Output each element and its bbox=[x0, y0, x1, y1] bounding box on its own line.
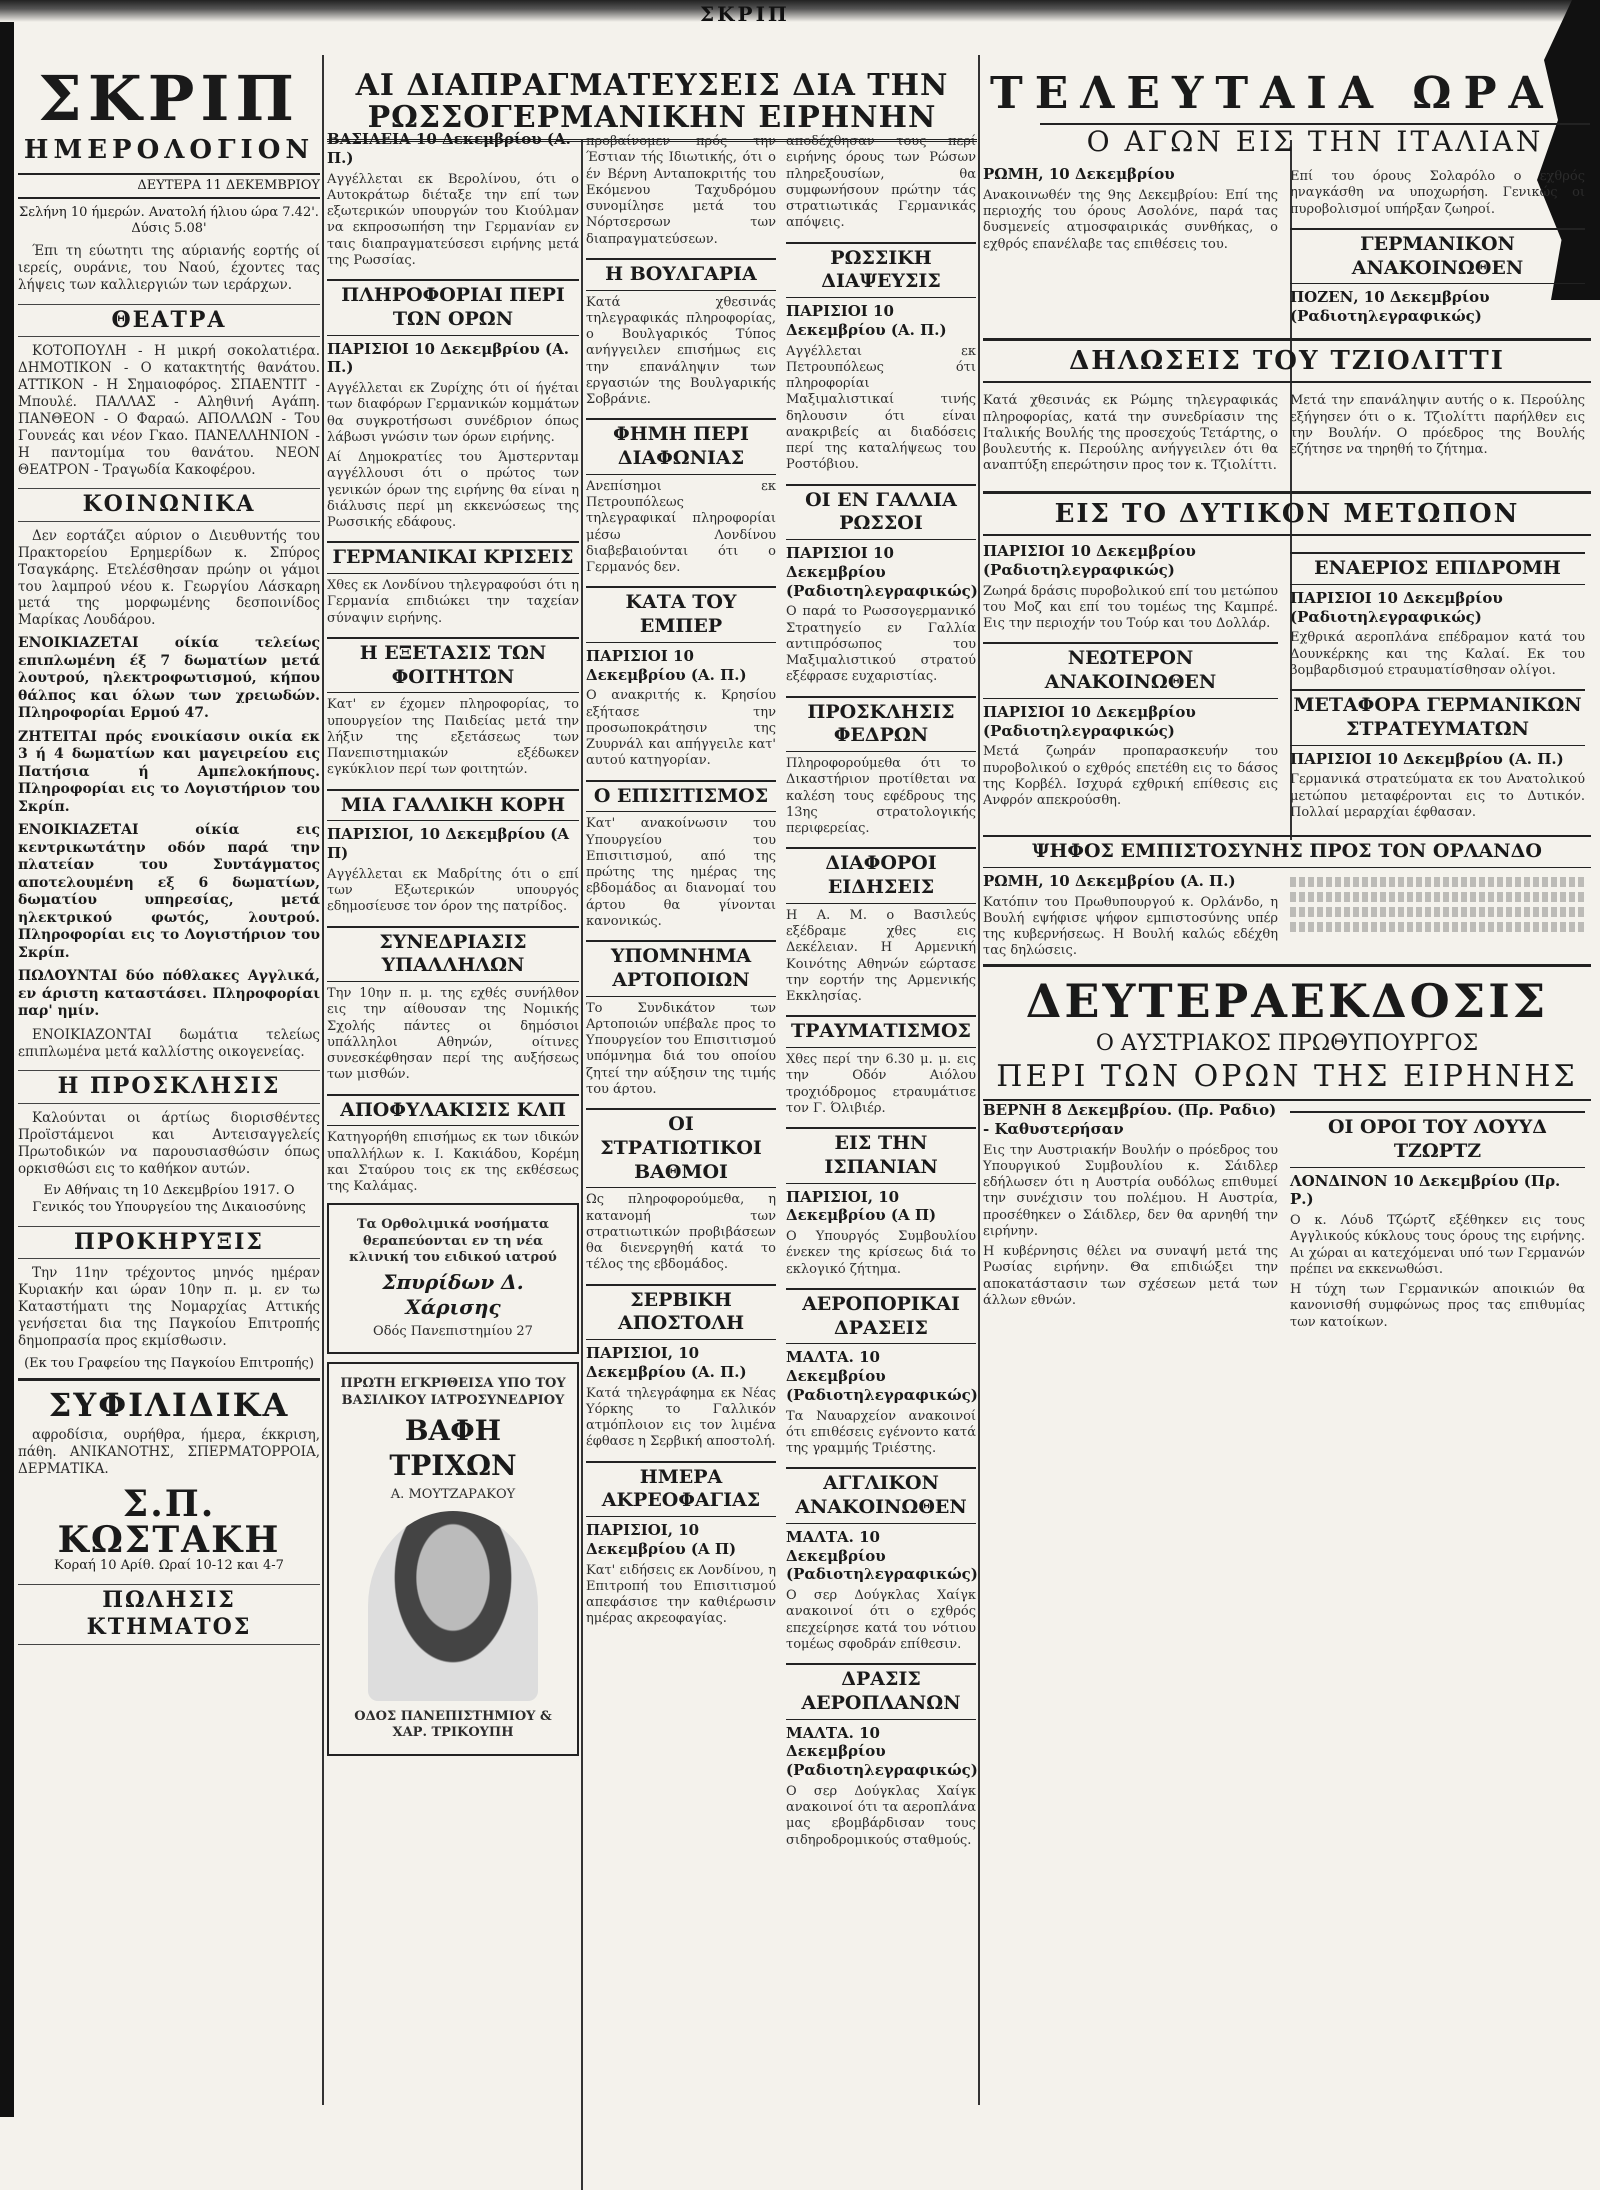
proclamation-signature: (Εκ του Γραφείου της Παγκοίου Επιτροπής) bbox=[24, 1355, 314, 1371]
article-text: Ο κ. Λόυδ Τζώρτζ εξέθηκεν εις τους Αγγλικούς κύκλους τους όρους της ειρήνης. Αι χώραι αι κατεχόμεναι υπό των Γερμανών πρέπει να εκκενωθώσι. bbox=[1290, 1213, 1585, 1277]
article-text: Αί Δημοκρατίες του Άμστερνταμ αγγέλλουσι ότι ο πρώτος των γενικών όρων της ειρήνης θα είναι η διάλυσις περί μη εκκενώσεως της Ρωσσικής εδάφους. bbox=[327, 450, 579, 530]
social-text: Δεν εορτάζει αύριον ο Διευθυντής του Πρακτορείου Ερημερίδων κ. Σπύρος Τσαγκάρης. Ετελέσθησαν πρώην οι γάμοι του λαμπρού νέου κ. Γεωργίου Λάσκαρη μετά της μορφωμένης δεσποινίδος Μαρίκας Λουδάρου. bbox=[18, 527, 320, 629]
invitation-heading: Η ΠΡΟΣΚΛΗΣΙΣ bbox=[18, 1070, 320, 1104]
subheading: ΕΝΑΕΡΙΟΣ ΕΠΙΔΡΟΜΗ bbox=[1290, 552, 1585, 585]
clinic-ad-title: Τα Ορθολιμικά νοσήματα θεραπεύονται εν τη νέα κλινική του ειδικού ιατρού bbox=[349, 1217, 557, 1265]
dateline: ΡΩΜΗ, 10 Δεκεμβρίου bbox=[983, 165, 1175, 183]
subheading: ΟΙ ΟΡΟΙ ΤΟΥ ΛΟΥΥΔ ΤΖΩΡΤΖ bbox=[1290, 1111, 1585, 1168]
dateline: ΠΑΡΙΣΙΟΙ 10 Δεκεμβρίου (Ραδιοτηλεγραφικώς) bbox=[983, 702, 1196, 740]
subcolumn-right bbox=[1290, 1101, 1585, 1335]
subheading: ΣΥΝΕΔΡΙΑΣΙΣ ΥΠΑΛΛΗΛΩΝ bbox=[327, 926, 579, 983]
subcolumn-right bbox=[1290, 165, 1585, 326]
article-text: Ο Υπουργός Συμβουλίου ένεκεν της κρίσεως διά το εκλογικό ζήτημα. bbox=[786, 1229, 976, 1277]
dateline: ΠΑΡΙΣΙΟΙ, 10 Δεκεμβρίου (Α Π) bbox=[586, 1521, 737, 1558]
social-heading: ΚΟΙΝΩΝΙΚΑ bbox=[18, 488, 320, 522]
dateline: ΒΑΣΙΛΕΙΑ 10 Δεκεμβρίου (Α. Π.) bbox=[327, 130, 571, 167]
two-subcolumns bbox=[983, 1101, 1591, 1335]
dateline: ΜΑΛΤΑ. 10 Δεκεμβρίου (Ραδιοτηλεγραφικώς) bbox=[786, 1348, 978, 1404]
woman-portrait-illustration bbox=[368, 1511, 538, 1701]
dateline: ΠΑΡΙΣΙΟΙ 10 Δεκεμβρίου (Ραδιοτηλεγραφικώς) bbox=[983, 542, 1196, 579]
subheading: ΤΡΑΥΜΑΤΙΣΜΟΣ bbox=[786, 1015, 976, 1048]
article-text: Ο παρά το Ρωσσογερμανικό Στρατηγείο εν Γαλλία αντιπρόσωπος του Μαξιμαλιστικού στρατού εξέφρασε ευχαριστίας. bbox=[786, 604, 976, 685]
article-text: Το Συνδικάτον των Αρτοποιών υπέβαλε προς το Υπουργείον του Επισιτισμού υπόμνημα διά του οποίου ζητεί την αύξησιν της τιμής του άρτου. bbox=[586, 1000, 776, 1097]
second-edition-subheading: Ο ΑΥΣΤΡΙΑΚΟΣ ΠΡΩΘΥΠΟΥΡΓΟΣ bbox=[1095, 1031, 1479, 1056]
illegible-text bbox=[1290, 892, 1585, 902]
hair-dye-approval: ΠΡΩΤΗ ΕΓΚΡΙΘΕΙΣΑ ΥΠΟ ΤΟΥ ΒΑΣΙΛΙΚΟΥ ΙΑΤΡΟΣΥΝΕΔΡΙΟΥ bbox=[340, 1376, 566, 1408]
subcolumn-right bbox=[786, 130, 976, 1853]
subheading: Η ΕΞΕΤΑΣΙΣ ΤΩΝ ΦΟΙΤΗΤΩΝ bbox=[327, 637, 579, 694]
column-rule bbox=[581, 140, 583, 2190]
article-text: Αγγέλλεται εκ Βερολίνου, ότι ο Αυτοκράτωρ διέταξε την επί των εξωτερικών υπουργών του Κιούλμαν να εκπροσωπήση την Γερμανίαν εν ταις διαπραγματεύσεσι ειρήνης μετά της Ρωσσίας. bbox=[327, 171, 579, 268]
classified-ad: ΕΝΟΙΚΙΑΖΕΤΑΙ οίκία εις κεντρικωτάτην οδόν παρά την πλατείαν του Συντάγματος αποτελουμένη εξ 6 δωματίων, δωματίου υπηρεσίας, μετά ηλεκτρικού φωτός, λουτρού. Πληροφορίαι εις το Λογιστήριον του Σκρίπ. bbox=[18, 822, 320, 961]
subheading-large: ΔΗΛΩΣΕΙΣ ΤΟΥ ΤΖΙΟΛΙΤΤΙ bbox=[983, 338, 1591, 384]
article-text: Κατά χθεσινάς εκ Ρώμης τηλεγραφικάς πληροφορίας, κατά την συνεδρίασιν της Ιταλικής Βουλής της προσεχούς Τετάρτης, ο βουλευτής κ. Περούλης ανήγγειλεν ότι θα αναπτύξη επερώτησιν προς τον κ. Τζιολίττι. bbox=[983, 393, 1278, 474]
article-text: Ο σερ Δούγκλας Χαίγκ ανακοινοί ότι τα αεροπλάνα μας εβομβάρδισαν τους σιδηροδρομικούς σταθμούς. bbox=[786, 1783, 976, 1848]
article-text: Κατ' ανακοίνωσιν του Υπουργείου του Επισιτισμού, από της πρώτης της ημέρας της εβδομάδος αι διανομαί του άρτου θα γίνονται κανονικώς. bbox=[586, 816, 776, 929]
illegible-text bbox=[1290, 907, 1585, 917]
subheading: Η ΒΟΥΛΓΑΡΙΑ bbox=[586, 258, 776, 291]
dateline: ΠΟΖΕΝ, 10 Δεκεμβρίου (Ραδιοτηλεγραφικώς) bbox=[1290, 288, 1490, 325]
article-text: Γερμανικά στρατεύματα εκ του Ανατολικού μετώπου μεταφέρονται εις το Δυτικόν. Πολλαί μεραρχίαι έφθασαν. bbox=[1290, 772, 1585, 820]
dateline: ΠΑΡΙΣΙΟΙ 10 Δεκεμβρίου (Ραδιοτηλεγραφικώς) bbox=[786, 544, 978, 600]
article-text: Ο ανακριτής κ. Κρησίου εξήτασε την προσωποκράτησιν της Ζυυρνάλ και απήγγειλε κατ' αυτού κατηγορίαν. bbox=[586, 688, 776, 769]
clinic-address: Οδός Πανεπιστημίου 27 bbox=[373, 1324, 533, 1339]
newspaper-logo: ΣΚΡΙΠ bbox=[38, 62, 300, 135]
dateline: ΠΑΡΙΣΙΟΙ, 10 Δεκεμβρίου (Α Π) bbox=[786, 1187, 937, 1225]
invitation-signature: Εν Αθήναις τη 10 Δεκεμβρίου 1917. Ο Γενικός του Υπουργείου της Δικαιοσύνης bbox=[32, 1183, 306, 1215]
article-text: Μετά την επανάληψιν αυτής ο κ. Περούλης εξήγησεν ότι ο κ. Τζιολίττι παρήλθεν εις την Βουλήν. Ο πρόεδρος της Βουλής εζήτησε να τηρηθή το ζήτημα. bbox=[1290, 393, 1585, 457]
two-subcolumns bbox=[983, 872, 1591, 964]
subheading: ΔΙΑΦΟΡΟΙ ΕΙΔΗΣΕΙΣ bbox=[786, 847, 976, 904]
doctor-address: Κοραή 10 Αρίθ. Ωραί 10-12 και 4-7 bbox=[54, 1557, 284, 1573]
dateline: ΜΑΛΤΑ. 10 Δεκεμβρίου (Ραδιοτηλεγραφικώς) bbox=[786, 1527, 978, 1584]
issue-date: ΔΕΥΤΕΡΑ 11 ΔΕΚΕΜΒΡΙΟΥ bbox=[18, 173, 320, 199]
dateline: ΜΑΛΤΑ. 10 Δεκεμβρίου (Ραδιοτηλεγραφικώς) bbox=[786, 1723, 978, 1779]
ad-heading: ΣΥΦΙΛΙΔΙΚΑ bbox=[48, 1386, 290, 1424]
masthead-top: ΣΚΡΙΠ bbox=[700, 2, 790, 26]
theatres-text: ΚΟΤΟΠΟΥΛΗ - Η μικρή σοκολατιέρα. ΔΗΜΟΤΙΚΟΝ - Ο κατακτητής θανάτου. ΑΤΤΙΚΟΝ - Η Σημαιοφόρος. ΣΠΑΕΝΤΙΤ - Μπουλέ. ΠΑΛΛΑΣ - Αληθινή Αγάπη. ΠΑΝΘΕΟΝ - Ο Φαραώ. ΑΠΟΛΛΩΝ - Του Γουνεάς και νέον Γκαο. ΠΑΝΕΛΛΗΝΙΟΝ - Η παντομίμα του θανάτου. ΝΕΟΝ ΘΕΑΤΡΟΝ - Τραγωδία Κακοφέρου. bbox=[18, 343, 320, 478]
hair-dye-ad bbox=[327, 1362, 579, 1755]
article-text: Κατά τηλεγράφημα εκ Νέας Υόρκης το Γαλλικόν ατμόπλοιον εις τον λιμένα έφθασε η Σερβική αποστολή. bbox=[586, 1385, 776, 1450]
hair-dye-maker: Α. ΜΟΥΤΖΑΡΑΚΟΥ bbox=[390, 1486, 516, 1502]
two-subcolumns bbox=[983, 165, 1591, 326]
article-text: Ανεπίσημοι εκ Πετρουπόλεως τηλεγραφικαί πληροφορίαι μέσω Λονδίνου διαβεβαιούνται ότι ο Γερμανός δεν. bbox=[586, 478, 776, 575]
scan-edge-left bbox=[0, 0, 14, 2117]
article-text: αποδέχθησαν τους περί ειρήνης όρους των Ρώσων πληρεξουσίων, θα συμφωνήσουν πρώτην τάς στρατιωτικάς Γερμανικάς απόψεις. bbox=[786, 134, 976, 231]
article-text: Αγγέλλεται εκ Μαδρίτης ότι ο επί των Εξωτερικών υπουργός εδημοσίευσε τον όρον της πατρίδος. bbox=[327, 866, 579, 915]
column-1 bbox=[18, 60, 320, 1651]
subcolumn-left bbox=[983, 542, 1278, 825]
article-text: Τα Ναυαρχείον ανακοινοί ότι επιθέσεις εγένοντο κατά της γραμμής Τριέστης. bbox=[786, 1408, 976, 1456]
second-edition-banner: ΔΕΥΤΕΡΑΕΚΔΟΣΙΣ bbox=[983, 964, 1591, 1031]
article-text: Κατ' ειδήσεις εκ Λονδίνου, η Επιτροπή του Επισιτισμού απεφάσισε την καθιέρωσιν ημέρας ακρεοφαγίας. bbox=[586, 1562, 776, 1627]
article-text: Ο σερ Δούγκλας Χαίγκ ανακοινοί ότι ο εχθρός επεχείρησε κατά του νότιου τομέως σφοδράν επίθεσιν. bbox=[786, 1588, 976, 1652]
property-sale-heading: ΠΩΛΗΣΙΣ ΚΤΗΜΑΤΟΣ bbox=[18, 1584, 320, 1645]
subheading: ΑΕΡΟΠΟΡΙΚΑΙ ΔΡΑΣΕΙΣ bbox=[786, 1288, 976, 1345]
column-3 bbox=[586, 130, 976, 1853]
subcolumn-left bbox=[586, 130, 776, 1853]
column-2 bbox=[327, 130, 579, 1756]
article-text: Μετά ζωηράν προπαρασκευήν του πυροβολικού ο εχθρός επετέθη εις το δάσος της Κορβέλ. Ισχυρά εχθρική επίθεσις εις Ανφρόν απεκρούσθη. bbox=[983, 744, 1278, 808]
subheading: ΜΕΤΑΦΟΡΑ ΓΕΡΜΑΝΙΚΩΝ ΣΤΡΑΤΕΥΜΑΤΩΝ bbox=[1290, 689, 1585, 746]
article-text: Χθες περί την 6.30 μ. μ. εις την Οδόν Αιόλου τροχιόδρομος ετραυμάτισε τον Γ. Όλιβιέρ. bbox=[786, 1052, 976, 1116]
scan-edge-top bbox=[0, 0, 1600, 22]
illegible-text bbox=[1290, 922, 1585, 932]
hair-dye-address: ΟΔΟΣ ΠΑΝΕΠΙΣΤΗΜΙΟΥ & ΧΑΡ. ΤΡΙΚΟΥΠΗ bbox=[354, 1709, 552, 1741]
article-text: Αγγέλλεται εκ Ζυρίχης ότι οί ήγέται των διαφόρων Γερμανικών κομμάτων θα συγκροτήσωσι συνέδριον όπως λάβωσι γνώσιν των όρων ειρήνης. bbox=[327, 381, 579, 445]
late-news-subheading: Ο ΑΓΩΝ ΕΙΣ ΤΗΝ ΙΤΑΛΙΑΝ bbox=[1040, 123, 1590, 158]
clinic-doctor-name: Σπυρίδων Δ. Χάρισης bbox=[382, 1270, 524, 1319]
doctor-name: Σ.Π. ΚΩΣΤΑΚΗ bbox=[57, 1482, 281, 1561]
subheading: ΑΠΟΦΥΛΑΚΙΣΙΣ ΚΛΠ bbox=[327, 1094, 579, 1127]
article-text: Κατόπιν του Πρωθυπουργού κ. Ορλάνδο, η Βουλή εψήφισε ψήφον εμπιστοσύνης υπέρ της κυβερνήσεως. Η Βουλή καλώς εδέχθη τας δηλώσεις. bbox=[983, 894, 1278, 959]
dateline: ΠΑΡΙΣΙΟΙ 10 Δεκεμβρίου (Α. Π.) bbox=[1290, 749, 1564, 768]
section-title: ΗΜΕΡΟΛΟΓΙΟΝ bbox=[23, 135, 315, 165]
classified-ad: ΠΩΛΟΥΝΤΑΙ δύο πόθλακες Αγγλικά, εν άριστη καταστάσει. Πληροφορίαι παρ' ημίν. bbox=[18, 968, 320, 1020]
subheading: ΠΛΗΡΟΦΟΡΙΑΙ ΠΕΡΙ ΤΩΝ ΟΡΩΝ bbox=[327, 279, 579, 336]
dateline: ΠΑΡΙΣΙΟΙ, 10 Δεκεμβρίου (Α Π) bbox=[327, 825, 570, 862]
dateline: ΠΑΡΙΣΙΟΙ, 10 Δεκεμβρίου (Α. Π.) bbox=[586, 1344, 747, 1381]
proclamation-heading: ΠΡΟΚΗΡΥΞΙΣ bbox=[18, 1226, 320, 1260]
article-text: Ανακοινωθέν της 9ης Δεκεμβρίου: Επί της περιοχής του όρους Ασολόνε, παρά τας δυσμενείς ατμοσφαιρικάς συνθήκας, ο εχθρός επανέλαβε τας επιθέσεις του. bbox=[983, 187, 1278, 252]
subheading-large: ΕΙΣ ΤΟ ΔΥΤΙΚΟΝ ΜΕΤΩΠΟΝ bbox=[983, 491, 1591, 537]
subcolumn-left bbox=[983, 1101, 1278, 1335]
subcolumn-left bbox=[983, 389, 1278, 478]
subheading: ΟΙ ΕΝ ΓΑΛΛΙΑ ΡΩΣΣΟΙ bbox=[786, 484, 976, 541]
late-news-banner: ΤΕΛΕΥΤΑΙΑ ΩΡΑ bbox=[990, 68, 1555, 119]
subheading: ΑΓΓΛΙΚΟΝ ΑΝΑΚΟΙΝΩΘΕΝ bbox=[786, 1467, 976, 1524]
subheading: ΜΙΑ ΓΑΛΛΙΚΗ ΚΟΡΗ bbox=[327, 789, 579, 822]
subheading: ΥΠΟΜΝΗΜΑ ΑΡΤΟΠΟΙΩΝ bbox=[586, 940, 776, 997]
subheading: ΕΙΣ ΤΗΝ ΙΣΠΑΝΙΑΝ bbox=[786, 1127, 976, 1184]
article-text: Η τύχη των Γερμανικών αποικιών θα κανονισθή συμφώνως προς τας επιθυμίας των κατοίκων. bbox=[1290, 1282, 1585, 1330]
subheading: ΦΗΜΗ ΠΕΡΙ ΔΙΑΦΩΝΙΑΣ bbox=[586, 418, 776, 475]
subheading: ΔΡΑΣΙΣ ΑΕΡΟΠΛΑΝΩΝ bbox=[786, 1663, 976, 1720]
intro-text: Έπι τη εύωτητι της αύριανής εορτής οί ιερείς, ουράνιε, του Ναού, έχοντες τας λήψεις των καλλιεργιών των ιεράρχων. bbox=[18, 243, 320, 293]
article-text: Κατά χθεσινάς τηλεγραφικάς πληροφορίας, ο Βουλγαρικός Τύπος ανήγγειλεν επισήμως εις την επανάληψιν των εργασιών της Βουλγαρικής Σοβράνιε. bbox=[586, 294, 776, 407]
subheading: ΠΡΟΣΚΛΗΣΙΣ ΦΕΔΡΩΝ bbox=[786, 696, 976, 753]
article-text: Η κυβέρνησις θέλει να συναψή μετά της Ρωσίας ειρήνην. Θα επιδιώξει την αποκατάστασιν των σχέσεων μετά των άλλων εθνών. bbox=[983, 1244, 1278, 1308]
dateline: ΠΑΡΙΣΙΟΙ 10 Δεκεμβρίου (Α. Π.) bbox=[327, 339, 570, 377]
article-text: Ζωηρά δράσις πυροβολικού επί του μετώπου του Μοζ και επί του τομέως της Καμπρέ. Εις την περιοχήν του Τούρ και του Δολλάρ. bbox=[983, 583, 1279, 631]
column-4 bbox=[983, 165, 1591, 1335]
article-text: Αγγέλλεται εκ Πετρουπόλεως ότι πληροφορίαι Μαξιμαλιστικαί τινής δηλουσιν ότι είναι ανακριβείς αι διαδόσεις περί της καταλήψεως του Ροστόβιου. bbox=[786, 343, 976, 473]
article-text: Κατηγορήθη επισήμως εκ των ιδικών υπαλλήλων κ. Ι. Κακιάδου, Κορέμη και Σταύρου τοις εκ της εκθέσεως της Καλάμας. bbox=[327, 1130, 579, 1194]
article-text: Κατ' εν έχομεν πληροφορίας, το υπουργείον της Παιδείας μετά την λήξιν της εξετάσεως των Πανεπιστημιακών εξέδωκεν εγκύκλιον περί των φοιτητών. bbox=[327, 697, 579, 778]
article-text: Εις την Αυστριακήν Βουλήν ο πρόεδρος του Υπουργικού Συμβουλίου κ. Σάιδλερ εδήλωσεν ότι η Αυστρία ουδόλως επιθυμεί την συνέχισιν του πολέμου. Η Αυστρία, προσέθηκεν ο Σάιδλερ, δεν θα αρνηθή την ειρήνην. bbox=[983, 1142, 1278, 1239]
article-text: Την 10ην π. μ. της εχθές συνήλθον εις την αίθουσαν της Νομικής Σχολής πάντες οι δημόσιοι υπάλληλοι Αθηνών, οίτινες συνεσκέφθησαν περί της αυξήσεως των μισθών. bbox=[327, 986, 579, 1083]
proclamation-text: Την 11ην τρέχοντος μηνός ημέραν Κυριακήν και ώραν 10ην π. μ. εν τω Καταστήματι της Νομαρχίας Αττικής γενήσεται δια της Παγκοίου Επιτροπής δημοπρασία προς εκμίσθωσιν. bbox=[18, 1265, 320, 1349]
subheading: ΝΕΩΤΕΡΟΝ ΑΝΑΚΟΙΝΩΘΕΝ bbox=[983, 642, 1278, 699]
article-text: Χθες εκ Λονδίνου τηλεγραφούσι ότι η Γερμανία επιδιώκει την ταχείαν σύναψιν ειρήνης. bbox=[327, 578, 579, 626]
article-text: Πληροφορούμεθα ότι το Δικαστήριον προτίθεται να καλέση τους εφέδρους της 13ης στρατολογικής περιφερείας. bbox=[786, 756, 976, 836]
subheading: ΨΗΦΟΣ ΕΜΠΙΣΤΟΣΥΝΗΣ ΠΡΟΣ ΤΟΝ ΟΡΛΑΝΔΟ bbox=[983, 835, 1591, 868]
subheading: Ο ΕΠΙΣΙΤΙΣΜΟΣ bbox=[586, 780, 776, 813]
article-text: Ως πληροφορούμεθα, η κατανομή των στρατιωτικών προβιβάσεων θα διενεργηθή κατά το τέλος της εβδομάδος. bbox=[586, 1192, 776, 1273]
second-edition-headline: ΠΕΡΙ ΤΩΝ ΟΡΩΝ ΤΗΣ ΕΙΡΗΝΗΣ bbox=[983, 1058, 1591, 1102]
ad-text: αφροδίσια, ουρήθρα, ήμερα, έκκριση, πάθη. ΑΝΙΚΑΝΟΤΗΣ, ΣΠΕΡΜΑΤΟΡΡΟΙΑ, ΔΕΡΜΑΤΙΚΑ. bbox=[18, 1427, 320, 1477]
article-text: προβαίνομεν πρός την Έστιαν τής Ιδιωτικής, ότι ο έν Βέρνη Ανταποκριτής του Εκόμενου Ταχυδρόμου συνομίλησε μετά του Νόρτσερσων των διαπραγματεύσεων. bbox=[586, 134, 776, 247]
article-text: Επί του όρους Σολαρόλο ο εχθρός ηναγκάσθη να υποχωρήση. Γενικώς οι πυροβολισμοί υπήρξαν ζωηροί. bbox=[1290, 169, 1585, 217]
subcolumn-right bbox=[1290, 872, 1585, 964]
illegible-text bbox=[1290, 877, 1585, 887]
clinic-ad bbox=[327, 1203, 579, 1354]
invitation-text: Καλούνται οι άρτίως διορισθέντες Προϊστάμενοι και Αντεισαγγελείς Πρωτοδικών να παρουσιασθώσιν όπως ορκισθώσι εις το καθήκον αυτών. bbox=[18, 1109, 320, 1177]
subheading: ΓΕΡΜΑΝΙΚΟΝ ΑΝΑΚΟΙΝΩΘΕΝ bbox=[1290, 228, 1585, 285]
two-subcolumns bbox=[983, 542, 1591, 825]
two-subcolumns bbox=[586, 130, 976, 1853]
dateline: ΒΕΡΝΗ 8 Δεκεμβρίου. (Πρ. Ραδιο) - Καθυστερήσαν bbox=[983, 1101, 1277, 1138]
classified-ad: ΕΝΟΙΚΙΑΖΕΤΑΙ οίκία τελείως επιπλωμένη έξ 7 δωματίων μετά λουτρού, ηλεκτροφωτισμού, κήπου θάλπος και όλων των χρειωδών. Πληροφορίαι Ερμού 47. bbox=[18, 635, 320, 722]
subheading: ΣΕΡΒΙΚΗ ΑΠΟΣΤΟΛΗ bbox=[586, 1284, 776, 1341]
dateline: ΛΟΝΔΙΝΟΝ 10 Δεκεμβρίου (Πρ. Ρ.) bbox=[1290, 1171, 1561, 1209]
almanac: Σελήνη 10 ήμερών. Ανατολή ήλιου ώρα 7.42'. Δύσις 5.08' bbox=[19, 204, 319, 236]
article-text: Εχθρικά αεροπλάνα επέδραμον κατά του Δουνκέρκης και της Καλαί. Εκ του βομβαρδισμού ετραυματίσθησαν ολίγοι. bbox=[1290, 630, 1585, 678]
dateline: ΠΑΡΙΣΙΟΙ 10 Δεκεμβρίου (Α. Π.) bbox=[786, 302, 947, 339]
subheading: ΗΜΕΡΑ ΑΚΡΕΟΦΑΓΙΑΣ bbox=[586, 1461, 776, 1518]
classified-ad: ΕΝΟΙΚΙΑΖΟΝΤΑΙ δωμάτια τελείως επιπλωμένα μετά καλλίστης οικογενείας. bbox=[18, 1026, 320, 1060]
subheading: ΡΩΣΣΙΚΗ ΔΙΑΨΕΥΣΙΣ bbox=[786, 242, 976, 299]
article-text: Η Α. Μ. ο Βασιλεύς εξέδραμε χθες εις Δεκέλειαν. Η Αρμενική Κοινότης Αθηνών εώρτασε την εορτήν της Αρμενικής Εκκλησίας. bbox=[786, 907, 976, 1004]
two-subcolumns bbox=[983, 389, 1591, 478]
column-rule bbox=[322, 55, 324, 2105]
subcolumn-right bbox=[1290, 389, 1585, 478]
dateline: ΠΑΡΙΣΙΟΙ 10 Δεκεμβρίου (Ραδιοτηλεγραφικώς) bbox=[1290, 588, 1503, 626]
subheading: ΚΑΤΑ ΤΟΥ ΕΜΠΕΡ bbox=[586, 586, 776, 643]
subheading: ΟΙ ΣΤΡΑΤΙΩΤΙΚΟΙ ΒΑΘΜΟΙ bbox=[586, 1108, 776, 1188]
hair-dye-title: ΒΑΦΗ ΤΡΙΧΩΝ bbox=[389, 1413, 517, 1482]
subheading: ΓΕΡΜΑΝΙΚΑΙ ΚΡΙΣΕΙΣ bbox=[327, 541, 579, 574]
column-rule bbox=[978, 55, 980, 2105]
subcolumn-right bbox=[1290, 542, 1585, 825]
classified-ad: ΖΗΤΕΙΤΑΙ πρός ενοικίασιν οικία εκ 3 ή 4 δωματίων και μαγειρείου εις Πατήσια ή Αμπελοκήπους. Πληροφορίαι εις το Λογιστήριον του Σκρίπ. bbox=[18, 728, 320, 815]
dateline: ΡΩΜΗ, 10 Δεκεμβρίου (Α. Π.) bbox=[983, 871, 1236, 890]
subcolumn-left bbox=[983, 165, 1278, 326]
main-headline: ΑΙ ΔΙΑΠΡΑΓΜΑΤΕΥΣΕΙΣ ΔΙΑ ΤΗΝ ΡΩΣΣΟΓΕΡΜΑΝΙΚΗΝ ΕΙΡΗΝΗΝ bbox=[327, 70, 977, 142]
dateline: ΠΑΡΙΣΙΟΙ 10 Δεκεμβρίου (Α. Π.) bbox=[586, 646, 747, 684]
divider bbox=[18, 1378, 320, 1381]
theatres-heading: ΘΕΑΤΡΑ bbox=[18, 304, 320, 338]
subcolumn-left bbox=[983, 872, 1278, 964]
